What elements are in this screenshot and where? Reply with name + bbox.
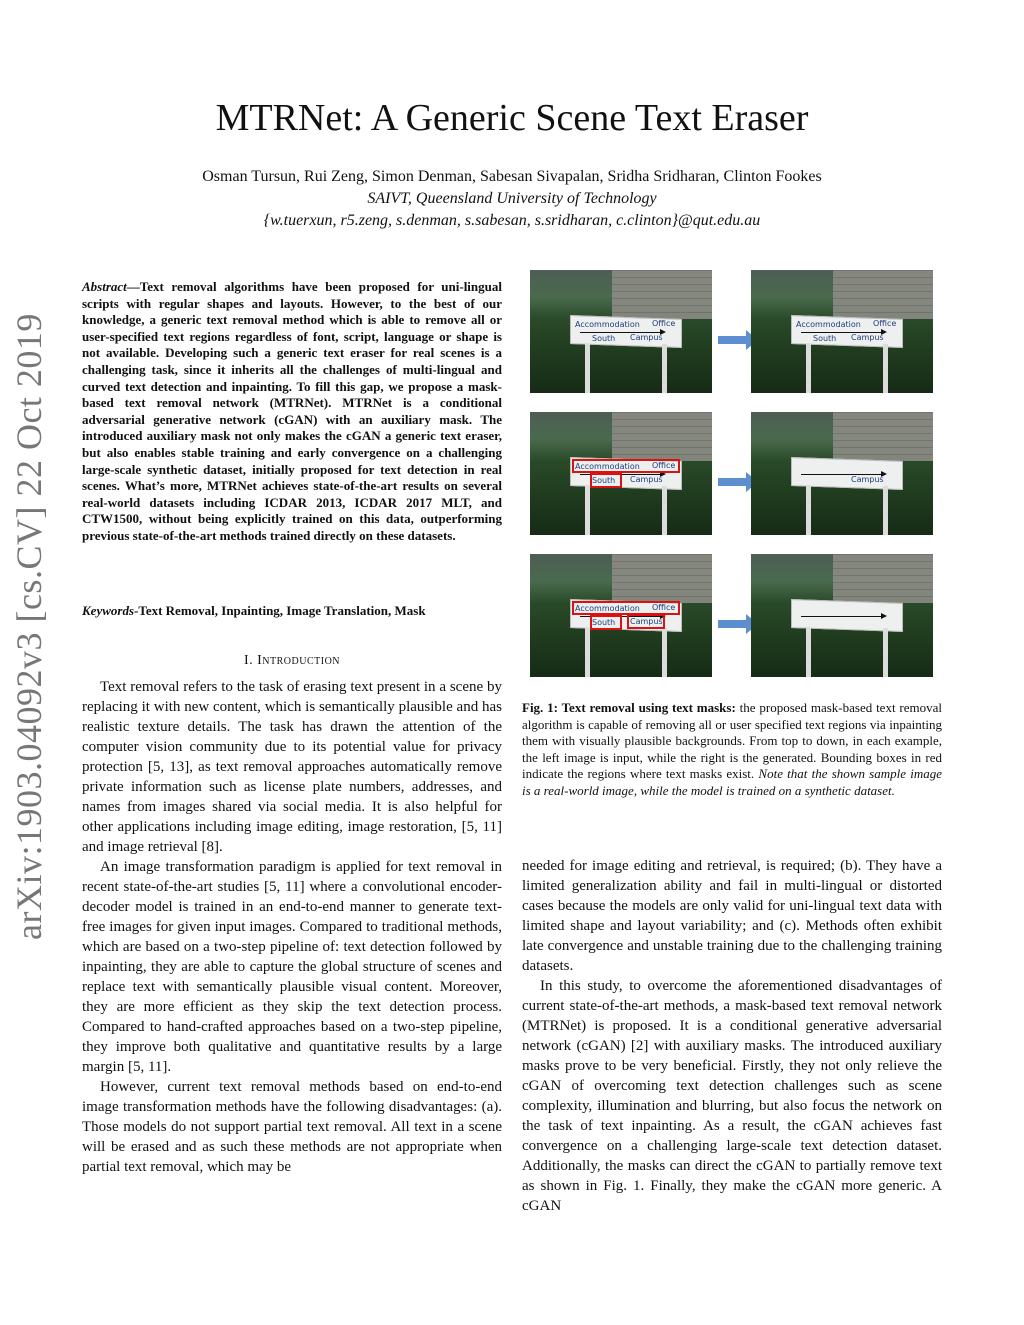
- output-image: [751, 554, 933, 677]
- author-emails: {w.tuerxun, r5.zeng, s.denman, s.sabesan, s.sridharan, c.clinton}@qut.edu.au: [263, 212, 761, 229]
- keywords: Keywords-Text Removal, Inpainting, Image Translation, Mask: [82, 603, 426, 618]
- body-column-left: [82, 677, 502, 1177]
- caption-note: Note that the shown sample image is a real-world image, while the model is trained on a synthetic dataset.: [522, 766, 942, 798]
- keywords-label: Keywords: [82, 603, 134, 618]
- abstract-label: Abstract: [82, 279, 127, 294]
- keywords-text: Text Removal, Inpainting, Image Translation, Mask: [138, 603, 426, 618]
- abstract-text: Text removal algorithms have been proposed for uni-lingual scripts with regular shapes and layouts. However, to the best of our knowledge, a generic text removal method which is able to remove all or user-specified text regions regardless of font, script, language or shape is not available. Developing such a generic text eraser for real scenes is a challenging task, since it inherits all the challenges of multi-lingual and curved text detection and inpainting. To fill this gap, we propose a mask-based text removal network (MTRNet). MTRNet is a conditional adversarial generative network (cGAN) with an auxiliary mask. The introduced auxiliary mask not only makes the cGAN a generic text eraser, but also enables stable training and early convergence on a challenging large-scale synthetic dataset, initially proposed for text detection in real scenes. What’s more, MTRNet achieves state-of-the-art results on several real-world datasets including ICDAR 2013, ICDAR 2017 MLT, and CTW1500, without being explicitly trained on this data, outperforming previous state-of-the-art methods trained directly on these datasets.: [82, 279, 502, 543]
- input-image: Accommodation Office South Campus: [530, 270, 712, 393]
- author-list: Osman Tursun, Rui Zeng, Simon Denman, Sabesan Sivapalan, Sridha Sridharan, Clinton Fookes: [202, 168, 822, 185]
- paragraph: However, current text removal methods based on end-to-end image transformation methods have the following disadvantages: (a). Those models do not support partial text removal. All text in a scene will be erased and as such these methods are not appropriate when partial text removal, which may be: [82, 1079, 502, 1175]
- paper-title: MTRNet: A Generic Scene Text Eraser: [215, 97, 809, 139]
- figure-1: [530, 270, 933, 690]
- paragraph: needed for image editing and retrieval, is required; (b). They have a limited generalization ability and fail in multi-lingual or distorted cases because the models are only valid for uni-lingual text data with limited shape and layout variability; and (c). Methods often exhibit late convergence and unstable training due to the challenging training datasets.: [522, 858, 942, 974]
- section-heading: I. Introduction: [243, 653, 341, 668]
- arrow-icon: [718, 336, 748, 344]
- caption-text: the proposed mask-based text removal algorithm is capable of removing all or user specified text regions via inpainting them with visually plausible backgrounds. From top to down, in each example, the left image is input, while the right is the generated. Bounding boxes in red indicate the regions where text masks exist.: [522, 700, 942, 782]
- arrow-icon: [718, 620, 748, 628]
- input-image: Accommodation Office South Campus: [530, 554, 712, 677]
- affiliation: SAIVT, Queensland University of Technology: [367, 190, 657, 207]
- arrow-icon: [718, 478, 748, 486]
- paragraph: An image transformation paradigm is applied for text removal in recent state-of-the-art studies [5, 11] where a convolutional encoder-decoder model is trained in an end-to-end manner to generate text-free images for given input images. Compared to traditional methods, which are based on a two-step pipeline of: text detection followed by inpainting, they are able to capture the global structure of scenes and replace text with semantically plausible visual content. Moreover, they are more efficient as they skip the text detection process. Compared to hand-crafted approaches based on a two-step pipeline, they improve both qualitative and quantitative results by a large margin [5, 11].: [82, 859, 502, 1075]
- arxiv-stamp: arXiv:1903.04092v3 [cs.CV] 22 Oct 2019: [9, 313, 49, 940]
- output-image: Campus: [751, 412, 933, 535]
- paragraph: Text removal refers to the task of erasing text present in a scene by replacing it with new content, which is semantically plausible and has realistic texture details. The task has drawn the attention of the computer vision community due to its potential value for privacy protection [5, 13], as text removal approaches automatically remove private information such as license plate numbers, addresses, and names from images shared via social media. It is also helpful for other applications including image editing, image restoration, [5, 11] and image retrieval [8].: [82, 679, 502, 855]
- figure-caption: [522, 700, 942, 800]
- output-image: Accommodation Office South Campus: [751, 270, 933, 393]
- body-column-right: [522, 856, 942, 1216]
- paragraph: In this study, to overcome the aforementioned disadvantages of current state-of-the-art methods, a mask-based text removal network (MTRNet) is proposed. It is a conditional generative adversarial network (cGAN) [2] with auxiliary masks. The introduced auxiliary masks prove to be very beneficial. Firstly, they not only relieve the cGAN of overcoming text detection challenges such as scene complexity, illumination and blurring, but also focus the network on the task of text inpainting. As a result, the cGAN achieves fast convergence on a challenging large-scale text detection dataset. Additionally, the masks can direct the cGAN to partially remove text as shown in Fig. 1. Finally, they make the cGAN more generic. A cGAN: [522, 978, 942, 1214]
- input-image: Accommodation Office South Campus: [530, 412, 712, 535]
- abstract: Abstract—Text removal algorithms have been proposed for uni-lingual scripts with regular shapes and layouts. However, to the best of our knowledge, a generic text removal method which is able to remove all or user-specified text regions regardless of font, script, language or shape is not available. Developing such a generic text eraser for real scenes is a challenging task, since it inherits all the challenges of multi-lingual and curved text detection and inpainting. To fill this gap, we propose a mask-based text removal network (MTRNet). MTRNet is a conditional adversarial generative network (cGAN) with an auxiliary mask. The introduced auxiliary mask not only makes the cGAN a generic text eraser, but also enables stable training and early convergence on a challenging large-scale synthetic dataset, initially proposed for text detection in real scenes. What’s more, MTRNet achieves state-of-the-art results on several real-world datasets including ICDAR 2013, ICDAR 2017 MLT, and CTW1500, without being explicitly trained on this data, outperforming previous state-of-the-art methods trained directly on these datasets.: [82, 279, 502, 543]
- caption-label: Fig. 1: Text removal using text masks:: [522, 700, 736, 715]
